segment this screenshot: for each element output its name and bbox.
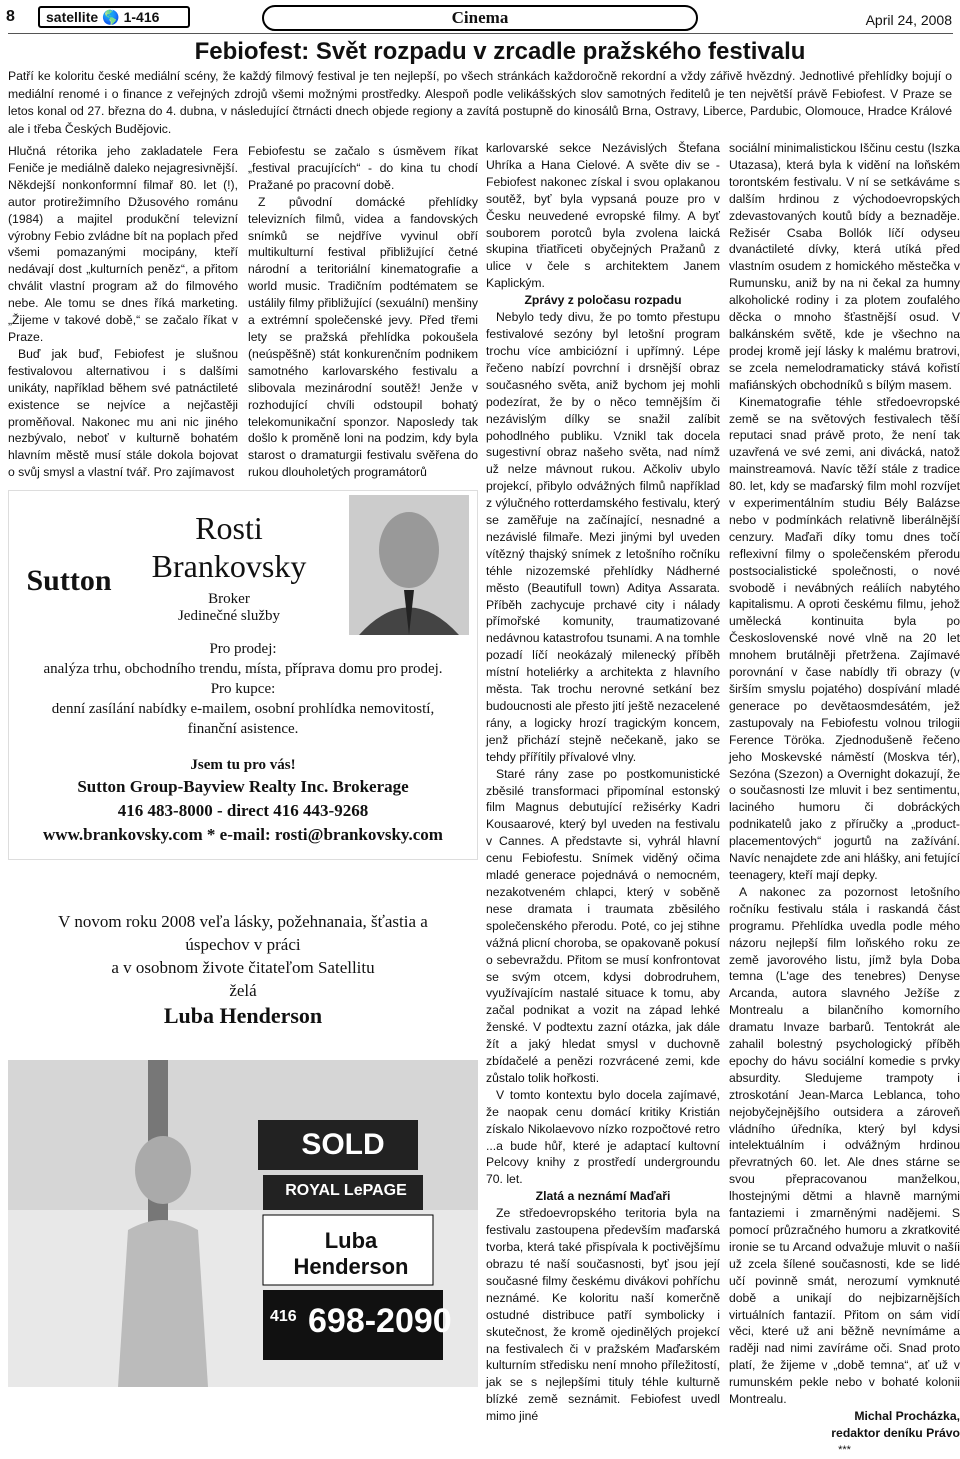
paragraph: Hlučná rétorika jeho zakladatele Fera Feniče je mediálně daleko nejagresivnější. Někdejší nonkonformní filmař 80. let (!), autor protirežimního Džusového románu (1984) a majitel produkční televizní výrobny Febio zvládne bít na poplach před všemi pomazanými mocipány, kteří nedávají dost „kulturních peněz“, a přitom chválit vlastní program až do filmového nebe. Ale tomu se dnes říká marketing. „Žijeme v takové době,“ se začalo říkat v Praze. xyxy=(8,144,238,344)
section-title: Cinema xyxy=(262,5,698,31)
sign-phone: 698-2090 xyxy=(308,1302,452,1340)
column-4 xyxy=(729,140,960,1459)
issue-date: April 24, 2008 xyxy=(865,12,952,28)
greeting-line: úspechov v práci xyxy=(185,935,301,954)
globe-icon: 🌎 xyxy=(102,8,120,25)
paragraph: Kinematografie téhle středoevropské země se na světových festivalech těší reputaci snad právě proto, že není tak uzavřená ve své zemi, ani divácká, natož mainstreamová. Navíc těží stále z tradice 80. let, kdy se maďarský film mohl rozvíjet v experimentálním studiu Bély Balázse nebo v podmínkách relativně liberálnější cenzury. Maďaři díky tomu dnes točí reflexivní filmy o společenském přerodu postsocialistické společnosti, o nové svobodě i nevábných reáliích nabytého kapitalismu. A oproti českému filmu, jehož umělecká kontinuita byla po Československé nové vlně na 20 let mnohem brutálněji přetržena. Zajímavé porovnání v čase nabídly tři obrazy (v širším smyslu pojatého) dospívání mladé generace po devětaosmdesátém, jež zastupovaly na Febiofestu volnou trilogii Ference Töröka. Zjednodušeně řečeno jeho Moskevské náměstí (Moskva tér), Sezóna (Szezon) a Overnight dokazují, že o současnosti lze mluvit i bez sentimentu, laciného humoru či dobráckých podnikatelů jako z příručky a „product-placementových“ jogurtů na zažívání. Navíc nenajdete zde ani hlášky, ani fetující teenagery, kteří mají depky. xyxy=(729,394,960,882)
buy-text: denní zasílání nabídky e-mailem, osobní prohlídka nemovitostí, finanční asistence. xyxy=(51,701,435,737)
phone-area: 416 xyxy=(270,1308,297,1325)
paragraph: Z původní domácké přehlídky televizních filmů, videa a fandovských snímků se nejdříve vyvinul obří multikulturní festival přibližující četné národní a teritoriální kinematografie a world music. Tradičním podtématem se ustálily filmy přibližující (sexuální) menšiny a extrémní společenské jevy. Před třemi lety se pražská přehlídka pokoušela (neúspěšně) stát konkurenčním podnikem samotného karlovarského festivalu a slibovala mezinárodní soutěž! Jenže v rozhodující chvíli odstoupil bohatý telekomunikační sponzor. Naposledy tak došlo k proměně loni na podzim, kdy byla starost o dramaturgii festivalu svěřena do rukou dlouholetých programátorů xyxy=(248,194,478,480)
page-number: 8 xyxy=(6,8,15,25)
greeting-name: Luba Henderson xyxy=(163,1003,323,1028)
agent-role: Broker xyxy=(208,591,250,607)
column-1 xyxy=(8,143,238,481)
paragraph: Febiofestu se začalo s úsměvem říkat „festival pracujících“ - do kina tu chodí Pražané po pracovní době. xyxy=(248,144,478,192)
greeting-line: V novom roku 2008 veľa lásky, požehnanaia, šťastia a xyxy=(58,912,428,931)
author-name: Michal Procházka, xyxy=(854,1408,960,1423)
sale-heading: Pro prodej: xyxy=(209,641,277,657)
agent-tagline: Jedinečné služby xyxy=(177,608,281,624)
paragraph: sociální minimalistickou Iščinu cestu (Iszka Utazasa), která byla k vidění na loňském torontském festivalu. V ní se setkáváme s dalším hrdinou z východoevropských zdevastovaných koutů bídy a beznaděje. Režisér Csaba Bollók líčí odyseu dvanáctileté dívky, která utíká před vlastním osudem z homického městečka v Rumunsku, aniž by na ni čekal za humny alkoholické rodiny i za plotem zoufalého děcka o mnoho šťastnější osud. V balkánském světě, kde je všechno na prodej kromě její lásky k malému bratrovi, se zcela nemelodramaticky stává kořistí mafiánských obchodníků s bílým masem. xyxy=(729,141,960,392)
paragraph: Nebylo tedy divu, že po tomto přestupu festivalové sezóny byl letošní program trochu více ambiciózní i upřímný. Lépe řečeno nabízí povrchní i drsnější obraz současného světa, aniž bychom jej mohli podezírat, že by o něco temnějším či nezávislým dílky se snažil zalíbit pohodlného publiku. Vznikl tak docela sugestivní obraz našeho světa, nad nímž už nelze mávnout rukou. Ačkoliv ubylo projekcí, přibylo odvážných filmů například z výlučného rotterdamského festivalu, který se zaměřuje na začínající, nesnadné a nezávislé filmaře. Mezi jinými byl uveden vítězný thajský snímek z letošního ročníku téhle nizozemské přehlídky Nádherné město (Beautifull town) Aditya Assarata. Příběh zachycuje prchavé city i nálady přímořské komunity, traumatizované nedávnou katastrofou tsunami. A na tomhle pozadí líčí neokázalý milenecký příběh místní hoteliérky a architekta z hlavního města. Tak trochu nerovné setkání bez budoucnosti ale přesto jití ještě nezacelené rány, a logicky hrozí tragickým koncem, jenž přichází stejně nečekaně, jako se tehdy přířítily přívalové vlny. xyxy=(486,310,720,764)
paragraph: A nakonec za pozornost letošního ročníku festivalu stála i raskandá část programu. Přehlídka uvedla podle mého názoru nejlepší film loňského roku ze země javorového listu, jímž byla Doba temna (L'age des tenebres) Denyse Arcanda, autora slavného Ježíše z Montrealu a bilančního komorního dramatu Invaze barbarů. Tentokrát ale zahalil bolestný psychologický příběh epochy do hávu sociální komedie s prvky absurdity. Sledujeme trampoty i ztroskotání Jean-Marca Leblanca, toho nejobyčejnějšího outsidera a zároveň vládního úředníka, který byl kdysi intelektuálním i odvážným hrdinou převratných 60. let. Ale dnes stárne se svou přepracovanou manželkou, lhostejnými dětmi a hlavně marnými fantaziemi i zmarněnými nadějemi. S pomocí průzračného humoru a zkratkovité ironie se tu Arcand odvažuje mluvit o našíi už zcela šílené současnosti, kde se lidé učí povinně smát, nerozumí vymknuté době a unikají do nejbizarnějších virtuálních fantazií. Přitom on sám vidí věci, které už ani běžně nevnímáme a raději nad nimi zavíráme oči. Snad proto platí, že žijeme v „době temna“, ať už v rumunském pekle nebo v bohaté kolonii Montrealu. xyxy=(729,884,960,1407)
author-role: redaktor deníku Právo xyxy=(831,1425,960,1440)
article-title: Febiofest: Svět rozpadu v zrcadle pražského festivalu xyxy=(194,38,806,65)
paper-logo xyxy=(38,6,190,28)
paragraph: Buď jak buď, Febiofest je slušnou festivalovou alternativou i s dalšími unikáty, například během své patnáctileté existence se nejvíce a nejčastěji proměňoval. Nakonec mu ani nic jiného nezbývalo, neboť v kulturně bohatém hlavním městě musí stále dokola bojovat o svůj smysl a vlastní tvář. Pro zajímavost xyxy=(8,346,238,480)
subheading: Zprávy z poločasu rozpadu xyxy=(524,293,682,308)
greeting-line: želá xyxy=(229,981,257,1000)
article-lead: Patří ke koloritu české mediální scény, že každý filmový festival je ten nejlepší, po všech stránkách každoročně rekordní a vždy zářivě hvězdný. Jednotlivé přehlídky bojují o mediální renomé i o finance z veřejných zdrojů všemi možnými prostředky. Alespoň podle velikášských slov samotných ředitelů je ten největší právě Febiofest. V Praze se letos konal od 27. března do 4. dubna, v následující čtrnácti dnech objede regiony a zavítá postupně do kinosálů Brna, Ostravy, Liberce, Pardubic, Olomouce, Hradce Králové ale i třeba Českých Budějovic. xyxy=(8,69,952,136)
agent-sign-name: Luba Henderson xyxy=(293,1228,409,1279)
ad-cta: Jsem tu pro vás! xyxy=(190,757,296,773)
column-3 xyxy=(486,140,720,1425)
company-name: Sutton Group-Bayview Realty Inc. Brokerage xyxy=(77,777,409,796)
phone-numbers: 416 483-8000 - direct 416 443-9268 xyxy=(117,801,369,820)
sutton-logo: Sutton xyxy=(26,564,112,597)
paragraph: karlovarské sekce Nezávislých Štefana Uhríka a Hana Cielové. A světe div se - Febiofest nakonec získal i svou oplakanou soutěž, byť byla vypsaná pouze pro v Česku neuvedené evropské filmy. A byť souborem porotců byla zvolena laická skupina třiatřiceti obyčejných Pražanů z ulice v čele s architektem Janem Kaplickým. xyxy=(486,141,720,291)
brand-label: ROYAL LePAGE xyxy=(285,1182,407,1199)
column-2 xyxy=(248,143,478,481)
web-email: www.brankovsky.com * e-mail: rosti@brankovsky.com xyxy=(43,825,443,844)
greeting-line: a v osobnom živote čitateľom Satellitu xyxy=(111,958,375,977)
buy-heading: Pro kupce: xyxy=(210,681,276,697)
paragraph: Ze středoevropského teritoria byla na festivalu zastoupena především maďarská tvorba, která také přispívala k poctivějšímu obrazu té naší současnosti, byť jsou její současné filmy českému divákovi pohříchu neznámé. Ke koloritu naší komerčně ostudné distribuce patří symbolicky i skutečnost, že kromě ojedinělých projekcí na festivalech či v pražském Maďarském kulturním středisku není mnoho příležitostí, jak se s nejlepšími tituly téhle kulturně blízké země seznámit. Febiofest uvedl mimo jiné xyxy=(486,1206,720,1424)
subheading: Zlatá a neznámí Maďaři xyxy=(535,1189,671,1204)
paragraph: V tomto kontextu bylo docela zajímavé, že naopak cenu domácí kritiky Kristián získalo Nikolaevovo nízko rozpočtové retro ...a bude hůř, které je adaptací kultovní Pelcovy knihy z prostředí undergroundu 70. let. xyxy=(486,1087,720,1187)
realtor-ad xyxy=(8,490,478,860)
agent-first-name: Rosti xyxy=(195,510,263,546)
end-mark: *** xyxy=(838,1443,851,1456)
sold-label: SOLD xyxy=(301,1128,385,1161)
agent-last-name: Brankovsky xyxy=(151,548,307,584)
sign-photo xyxy=(8,1060,478,1387)
sale-text: analýza trhu, obchodního trendu, místa, příprava domu pro prodej. xyxy=(43,661,443,677)
issue-number: 1-416 xyxy=(123,9,160,25)
agent-photo xyxy=(349,495,469,635)
paper-name: satellite xyxy=(46,9,99,25)
paragraph: Staré rány zase po postkomunistické zběsilé transformaci připomínal estonský film Magnus debutující režisérky Kadri Kousaarové, který byl uveden na festivalu v Cannes. A představte si, vyhrál hlavní cenu Febiofestu. Snímek viděný očima mladé generace pojednává o nemocném, nezakotveném chlapci, který v soběně nese dramata i traumata zběsilého společenského přerodu. Poté, co jej stihne vážná plicní choroba, se opakovaně pokusí o sebevraždu. Přitom se musí konfrontovat se svým otcem, kdysi dobrodruhem, využívajícím nastalé situace k tomu, aby začal podnikat a vozit na západ lehké ženské. V podtextu zazní otázka, jak dále žít a jaký hledat smysl v duchovně zbídačelé a penězi rozvrácené zemi, kde zůstalo tolik hořkosti. xyxy=(486,766,720,1085)
header-rule xyxy=(8,33,953,34)
page-header xyxy=(0,2,960,32)
